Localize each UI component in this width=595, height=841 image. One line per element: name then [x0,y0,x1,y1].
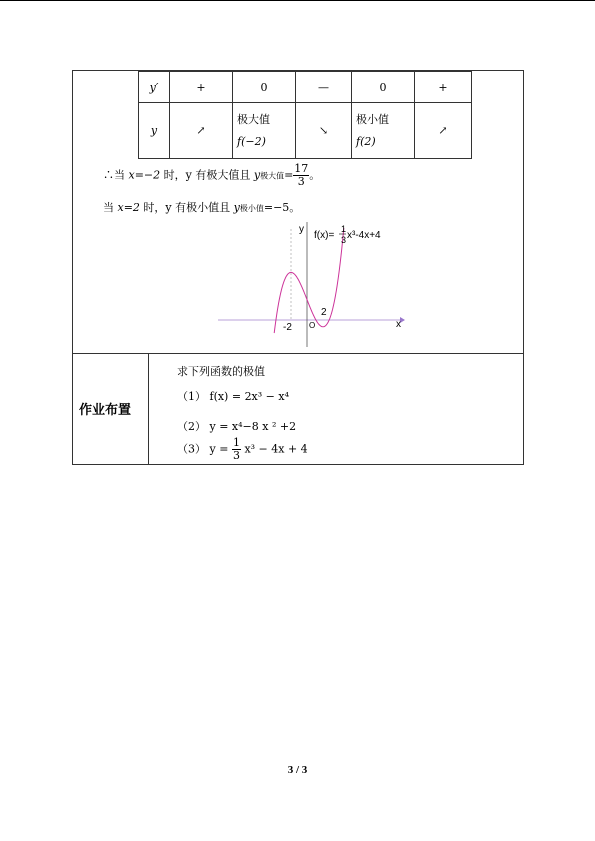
conclusion-max-text: 时，y 有极大值且 [163,168,251,182]
homework-item-2: （2） y = x⁴−8 x ² +2 [177,420,297,433]
sign-zero-2: 0 [352,72,415,103]
function-label-num: 1 [341,224,347,234]
y-axis-label: y [299,224,304,235]
function-curve [274,228,347,333]
min-cell [352,103,415,159]
conclusion-min-value: =−5。 [263,201,301,214]
page-number: 3 / 3 [287,764,308,776]
conclusion-max-fraction [293,163,309,188]
conclusion-max-eq: = [284,168,294,182]
conclusion-min-sub: 极小值 [239,204,264,213]
sign-zero-1: 0 [233,72,296,103]
lesson-table [72,70,524,465]
conclusion-min [103,199,300,215]
conclusion-max-prefix: ∴当 [103,168,125,182]
sign-row-function [139,103,472,159]
homework-title: 求下列函数的极值 [177,365,265,378]
max-cell [233,103,296,159]
x-axis-label: x [396,319,401,330]
sign-row-derivative [139,72,472,103]
column-divider [148,353,149,464]
derivative-label: y′ [139,72,170,103]
function-label: y [139,103,170,159]
function-label-rest: x³-4x+4 [347,230,381,241]
conclusion-max-end: 。 [309,168,321,182]
min-label: 极小值 [356,112,389,126]
function-graph [213,219,413,359]
origin-label: O [309,321,316,330]
increasing-arrow-icon: ↗ [170,103,233,159]
max-label: 极大值 [237,112,270,126]
function-label-den: 3 [341,235,347,245]
conclusion-max-y: y [253,168,261,182]
conclusion-max-x: x=−2 [128,168,161,182]
min-value: f(2) [356,134,376,148]
homework-item-3-rest: x³ − 4x + 4 [244,442,308,456]
homework-item-1: （1） f(x) = 2x³ − x⁴ [177,390,289,403]
conclusion-max-den: 3 [297,175,305,188]
section-divider [73,353,523,354]
homework-item-3 [177,437,308,462]
conclusion-min-text: 时，y 有极小值且 [143,201,231,214]
sign-table [138,71,472,159]
homework-item-3-fraction [232,437,241,462]
sign-minus: — [296,72,352,103]
conclusion-min-y: y [233,201,240,214]
tick-neg2-label: -2 [283,322,292,333]
conclusion-max-num: 17 [294,162,309,175]
max-value: f(−2) [237,134,266,148]
sign-plus-2: + [415,72,472,103]
conclusion-min-x: x=2 [117,201,140,214]
homework-item-3-den: 3 [232,449,240,462]
function-label-prefix: f(x)= [314,230,335,241]
tick-2-label: 2 [321,307,327,318]
decreasing-arrow-icon: ↘ [296,103,352,159]
conclusion-min-prefix: 当 [103,201,114,214]
homework-item-3-num: 1 [232,436,240,449]
page-top-rule [0,0,595,1]
increasing-arrow-icon-2: ↗ [415,103,472,159]
conclusion-max-sub: 极大值 [260,171,285,181]
conclusion-max [103,163,320,188]
sign-plus-1: + [170,72,233,103]
homework-item-3-prefix: （3） y = [177,442,229,456]
homework-label: 作业布置 [79,403,132,418]
